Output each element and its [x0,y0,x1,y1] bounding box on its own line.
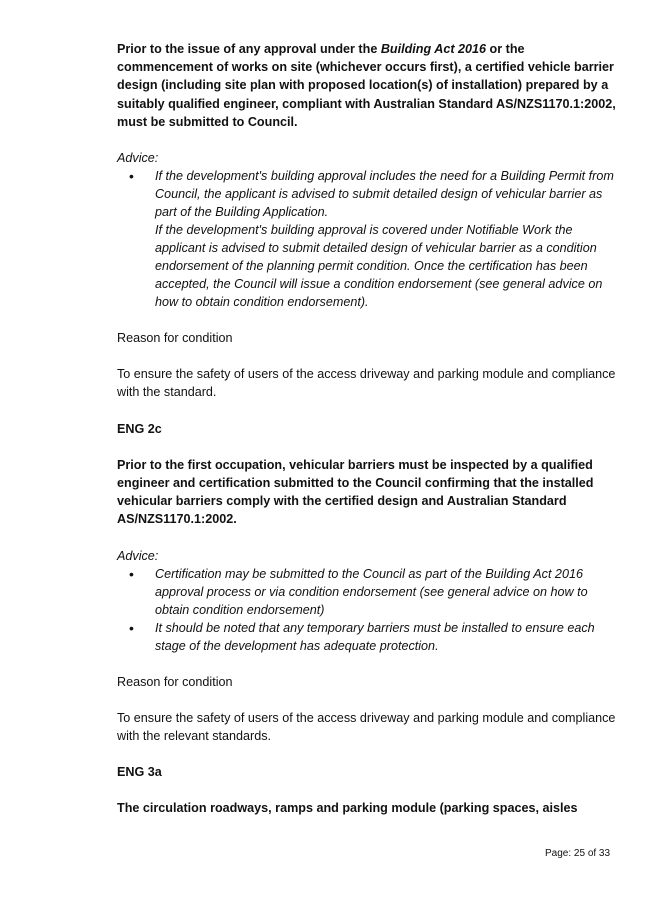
advice-list-2b [117,167,617,311]
building-act-reference: Building Act 2016 [380,42,487,56]
advice-item-2b-1 [117,167,617,311]
bullet-icon: • [129,168,134,185]
advice-text-2c-2: It should be noted that any temporary barriers must be installed to ensure each stage of the development has adequate protection. [155,620,595,653]
condition-3a-text: The circulation roadways, ramps and parking module (parking spaces, aisles [117,801,578,816]
section-heading-eng-3a: ENG 3a [117,765,162,780]
advice-list-2c [117,565,617,655]
page-content [117,40,617,818]
condition-2b-text [117,40,617,131]
bullet-icon: • [129,619,134,636]
advice-label-2b: Advice: [117,151,159,166]
reason-text-2c: To ensure the safety of users of the access driveway and parking module and compliance with the relevant standards. [117,710,616,744]
advice-item-2c-1 [117,565,617,619]
reason-heading-2c: Reason for condition [117,674,233,689]
advice-text-2c-1: Certification may be submitted to the Council as part of the Building Act 2016 approval process or via condition endorsement (see general advice on how to obtain condition endorsement) [155,566,588,617]
bullet-icon: • [129,565,134,582]
section-heading-eng-2c: ENG 2c [117,421,162,436]
advice-label-2c: Advice: [117,548,159,563]
condition-2b-text-part1: Prior to the issue of any approval under the [117,42,381,56]
advice-item-2c-2 [117,619,617,655]
reason-heading-2b: Reason for condition [117,331,233,346]
advice-text-2b-1a: If the development's building approval includes the need for a Building Permit from Council, the applicant is advised to submit detailed design of vehicular barrier as part of the Building Application. [155,169,614,220]
page-number: Page: 25 of 33 [545,848,611,859]
reason-text-2b: To ensure the safety of users of the access driveway and parking module and compliance with the standard. [117,367,616,400]
condition-2c-text: Prior to the first occupation, vehicular barriers must be inspected by a qualified engineer and certification submitted to the Council confirming that the installed vehicular barriers comply with the certified design and Australian Standard AS/NZS1170.1:2002. [117,457,594,527]
condition-2b-text-part2: or the commencement of works on site (whichever occurs first), a certified vehicle barrier design (including site plan with proposed location(s) of installation) prepared by a suitably qualified engineer, compliant with Australian Standard AS/NZS1170.1:2002, must be submitted to Council. [117,42,616,129]
advice-text-2b-1b: If the development's building approval is covered under Notifiable Work the applicant is advised to submit detailed design of vehicular barrier as a condition endorsement of the planning permit condition. Once the certification has been accepted, the Council will issue a condition endorsement (see general advice on how to obtain condition endorsement). [155,223,603,310]
